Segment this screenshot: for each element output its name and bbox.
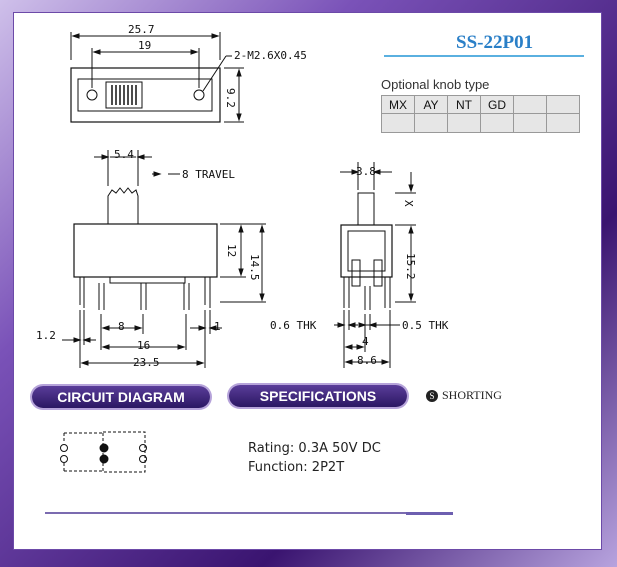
dim-top-height: 9.2 xyxy=(224,88,237,108)
dim-side-x: X xyxy=(402,200,415,207)
dim-overall-width: 23.5 xyxy=(133,356,160,369)
dim-pin-span: 16 xyxy=(137,339,151,352)
dim-travel: 8 TRAVEL xyxy=(182,168,235,181)
spec-function: Function: 2P2T xyxy=(248,460,345,475)
model-title: SS-22P01 xyxy=(456,32,534,53)
dim-side-height: 15.2 xyxy=(404,253,417,280)
knob-caption: Optional knob type xyxy=(381,77,490,92)
dim-top-hole-pitch: 19 xyxy=(138,39,152,52)
dim-side-knob: 3.8 xyxy=(356,165,376,178)
dim-screw: 2-M2.6X0.45 xyxy=(234,49,307,62)
spec-rating: Rating: 0.3A 50V DC xyxy=(248,441,381,456)
circuit-diagram xyxy=(61,432,147,472)
dim-thk-left: 0.6 THK xyxy=(270,319,317,332)
front-view xyxy=(62,150,266,368)
knob-type-cell: GD xyxy=(481,96,514,114)
shorting-note xyxy=(426,388,502,403)
footer-rule xyxy=(45,512,453,514)
top-view xyxy=(71,32,244,122)
circuit-diagram-label: CIRCUIT DIAGRAM xyxy=(32,386,210,408)
specifications-label: SPECIFICATIONS xyxy=(229,385,407,407)
dim-side-pitch: 4 xyxy=(362,335,369,348)
shorting-label: SHORTING xyxy=(442,388,502,402)
dim-right-offset: 1 xyxy=(214,320,221,333)
knob-type-cell: MX xyxy=(382,96,415,114)
shorting-icon: S xyxy=(426,390,438,402)
footer-rule-accent xyxy=(406,512,453,515)
dim-body-height: 12 xyxy=(225,244,238,258)
side-view xyxy=(334,162,416,368)
knob-type-cell: AY xyxy=(415,96,448,114)
dim-thk-right: 0.5 THK xyxy=(402,319,449,332)
dim-pin-pitch: 8 xyxy=(118,320,125,333)
dim-knob-width: 5.4 xyxy=(114,148,134,161)
knob-type-cell: NT xyxy=(448,96,481,114)
dim-top-width: 25.7 xyxy=(128,23,155,36)
dim-left-offset: 1.2 xyxy=(36,329,56,342)
dim-side-width: 8.6 xyxy=(357,354,377,367)
dim-total-height: 14.5 xyxy=(248,254,261,281)
